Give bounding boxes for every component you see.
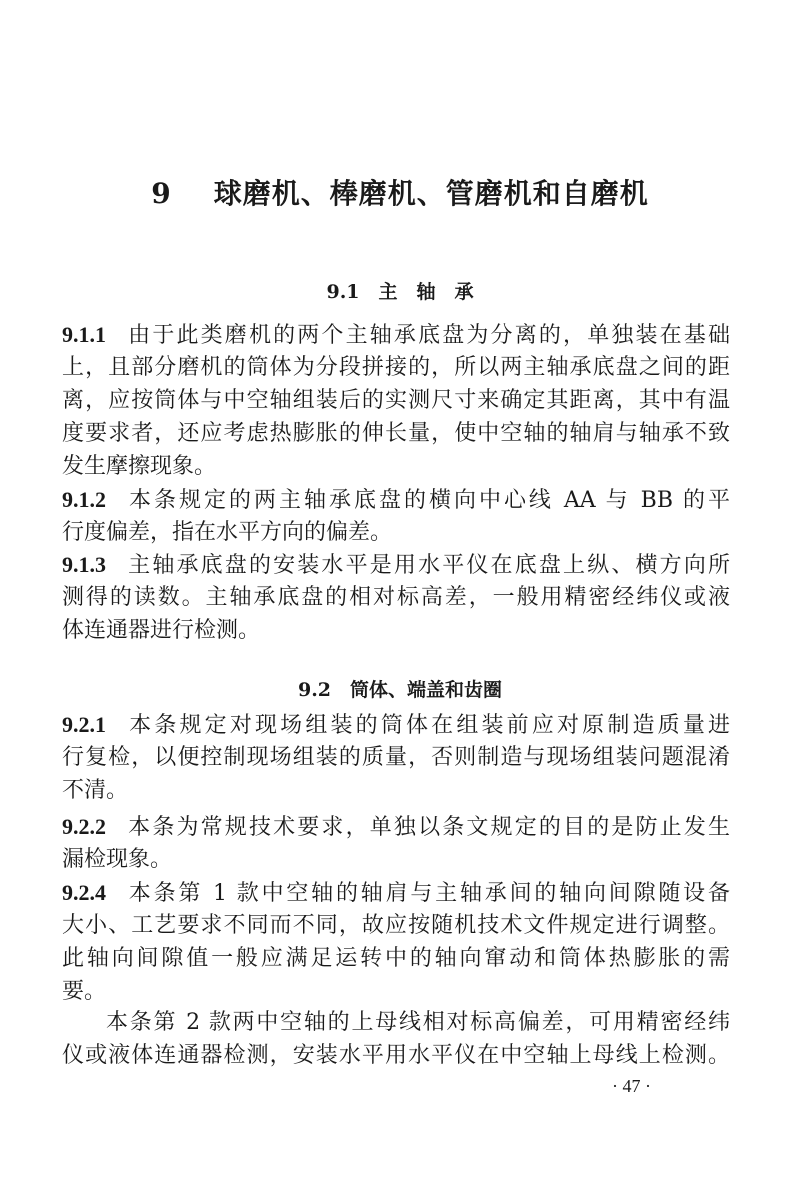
clause-9-1-3 xyxy=(62,548,730,647)
chapter-title-text: 球磨机、棒磨机、管磨机和自磨机 xyxy=(213,177,649,210)
section-heading-9-1: 9.1 主 轴 承 xyxy=(326,281,474,303)
clause-9-2-1 xyxy=(62,708,730,807)
clause-9-2-2 xyxy=(62,810,730,876)
text-line: 行复检，以便控制现场组装的质量，否则制造与现场组装问题混淆 xyxy=(62,745,730,770)
clause-label: 9.1.3 xyxy=(62,552,106,577)
clause-label: 9.2.4 xyxy=(62,880,106,905)
text-line: 由于此类磨机的两个主轴承底盘为分离的，单独装在基础 xyxy=(126,323,730,348)
text-line: 大小、工艺要求不同而不同，故应按随机技术文件规定进行调整。 xyxy=(62,913,730,938)
text-line: 仪或液体连通器检测，安装水平用水平仪在中空轴上母线上检测。 xyxy=(62,1043,730,1068)
clause-9-1-2 xyxy=(62,483,730,549)
chapter-title xyxy=(0,172,800,212)
text-line: 测得的读数。主轴承底盘的相对标高差，一般用精密经纬仪或液 xyxy=(62,585,730,610)
text-line: 漏检现象。 xyxy=(62,847,173,872)
text-line: 本条第 1 款中空轴的轴肩与主轴承间的轴向间隙随设备 xyxy=(126,881,730,906)
text-line: 上，且部分磨机的筒体为分段拼接的，所以两主轴承底盘之间的距 xyxy=(62,355,730,380)
clause-label: 9.1.2 xyxy=(62,487,106,512)
clause-9-1-1 xyxy=(62,318,730,483)
text-line: 行度偏差，指在水平方向的偏差。 xyxy=(62,520,393,545)
text-line: 此轴向间隙值一般应满足运转中的轴向窜动和筒体热膨胀的需 xyxy=(62,946,730,971)
text-line: 不清。 xyxy=(62,778,129,803)
clause-label: 9.2.2 xyxy=(62,814,106,839)
page-number: · 47 · xyxy=(612,1076,651,1096)
clause-9-2-4-paragraph-2 xyxy=(62,1006,730,1072)
clause-label: 9.2.1 xyxy=(62,712,106,737)
text-line: 本条第 2 款两中空轴的上母线相对标高偏差，可用精密经纬 xyxy=(106,1010,730,1035)
chapter-number: 9 xyxy=(151,177,172,210)
text-line: 要。 xyxy=(62,979,107,1004)
text-line: 体连通器进行检测。 xyxy=(62,618,261,643)
text-line: 本条为常规技术要求，单独以条文规定的目的是防止发生 xyxy=(126,815,730,840)
text-line: 发生摩擦现象。 xyxy=(62,454,217,479)
text-line: 离，应按筒体与中空轴组装后的实测尺寸来确定其距离，其中有温 xyxy=(62,388,730,413)
text-line: 本条规定对现场组装的筒体在组装前应对原制造质量进 xyxy=(126,713,730,738)
clause-9-2-4 xyxy=(62,876,730,1008)
section-heading-9-2: 9.2 筒体、端盖和齿圈 xyxy=(297,679,503,701)
clause-label: 9.1.1 xyxy=(62,322,106,347)
text-line: 主轴承底盘的安装水平是用水平仪在底盘上纵、横方向所 xyxy=(126,553,730,578)
text-line: 度要求者，还应考虑热膨胀的伸长量，使中空轴的轴肩与轴承不致 xyxy=(62,421,730,446)
text-line: 本条规定的两主轴承底盘的横向中心线 AA 与 BB 的平 xyxy=(126,488,730,513)
